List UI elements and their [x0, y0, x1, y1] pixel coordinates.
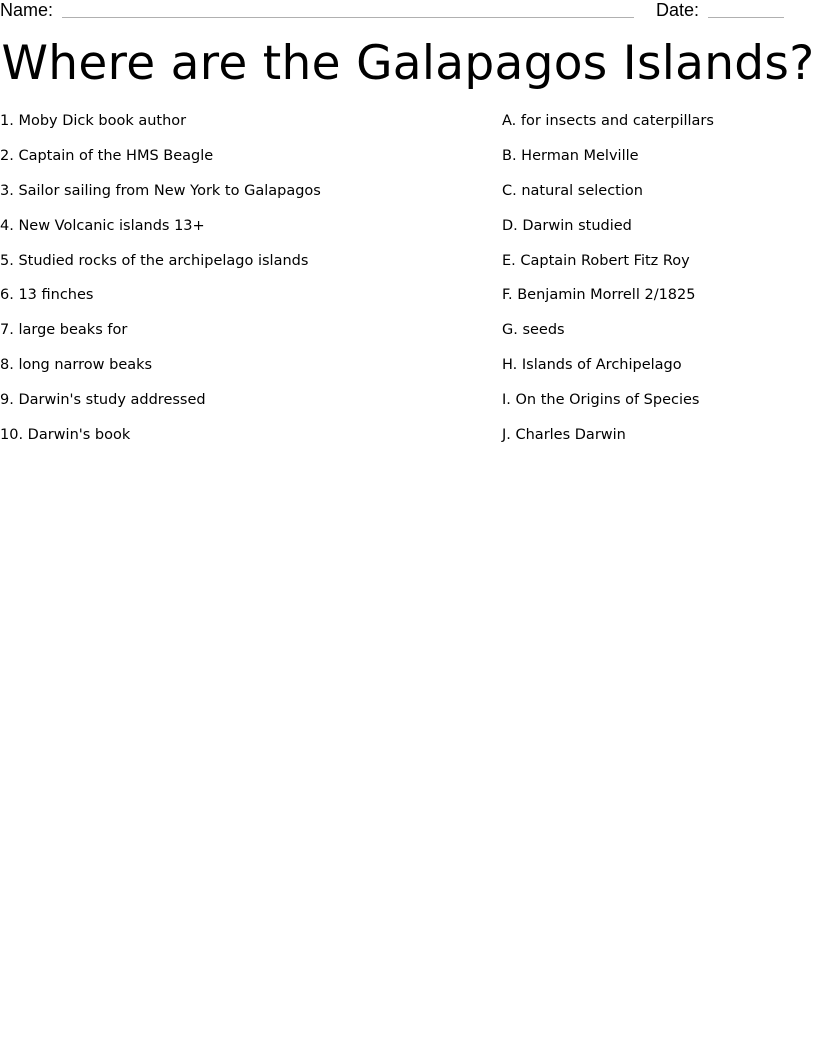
answer-item: F. Benjamin Morrell 2/1825	[502, 287, 696, 304]
clue-item: 5. Studied rocks of the archipelago islands	[0, 252, 309, 269]
name-label: Name:	[0, 0, 54, 20]
clue-item: 7. large beaks for	[0, 322, 128, 339]
date-label: Date:	[656, 0, 700, 20]
clue-item: 1. Moby Dick book author	[0, 113, 187, 129]
clue-item: 2. Captain of the HMS Beagle	[0, 147, 214, 164]
answer-item: I. On the Origins of Species	[502, 392, 700, 409]
page-title: Where are the Galapagos Islands?	[1, 36, 815, 91]
name-blank-line[interactable]	[62, 17, 634, 18]
clue-item: 6. 13 finches	[0, 287, 94, 304]
date-blank-line[interactable]	[708, 17, 784, 18]
clue-item: 10. Darwin's book	[0, 427, 131, 444]
clue-item: 3. Sailor sailing from New York to Galapagos	[0, 182, 321, 199]
answer-item: G. seeds	[502, 322, 565, 339]
answer-item: H. Islands of Archipelago	[502, 357, 682, 374]
answer-item: D. Darwin studied	[502, 217, 632, 234]
clue-item: 8. long narrow beaks	[0, 357, 153, 374]
answer-item: B. Herman Melville	[502, 147, 639, 164]
worksheet-header	[0, 0, 784, 24]
answer-list	[502, 111, 714, 460]
answer-item: E. Captain Robert Fitz Roy	[502, 252, 690, 269]
clue-item: 9. Darwin's study addressed	[0, 392, 206, 409]
answer-item: J. Charles Darwin	[502, 427, 626, 444]
clue-item: 4. New Volcanic islands 13+	[0, 217, 205, 234]
clue-list	[0, 111, 321, 460]
answer-item: C. natural selection	[502, 182, 643, 199]
answer-item: A. for insects and caterpillars	[502, 113, 714, 129]
